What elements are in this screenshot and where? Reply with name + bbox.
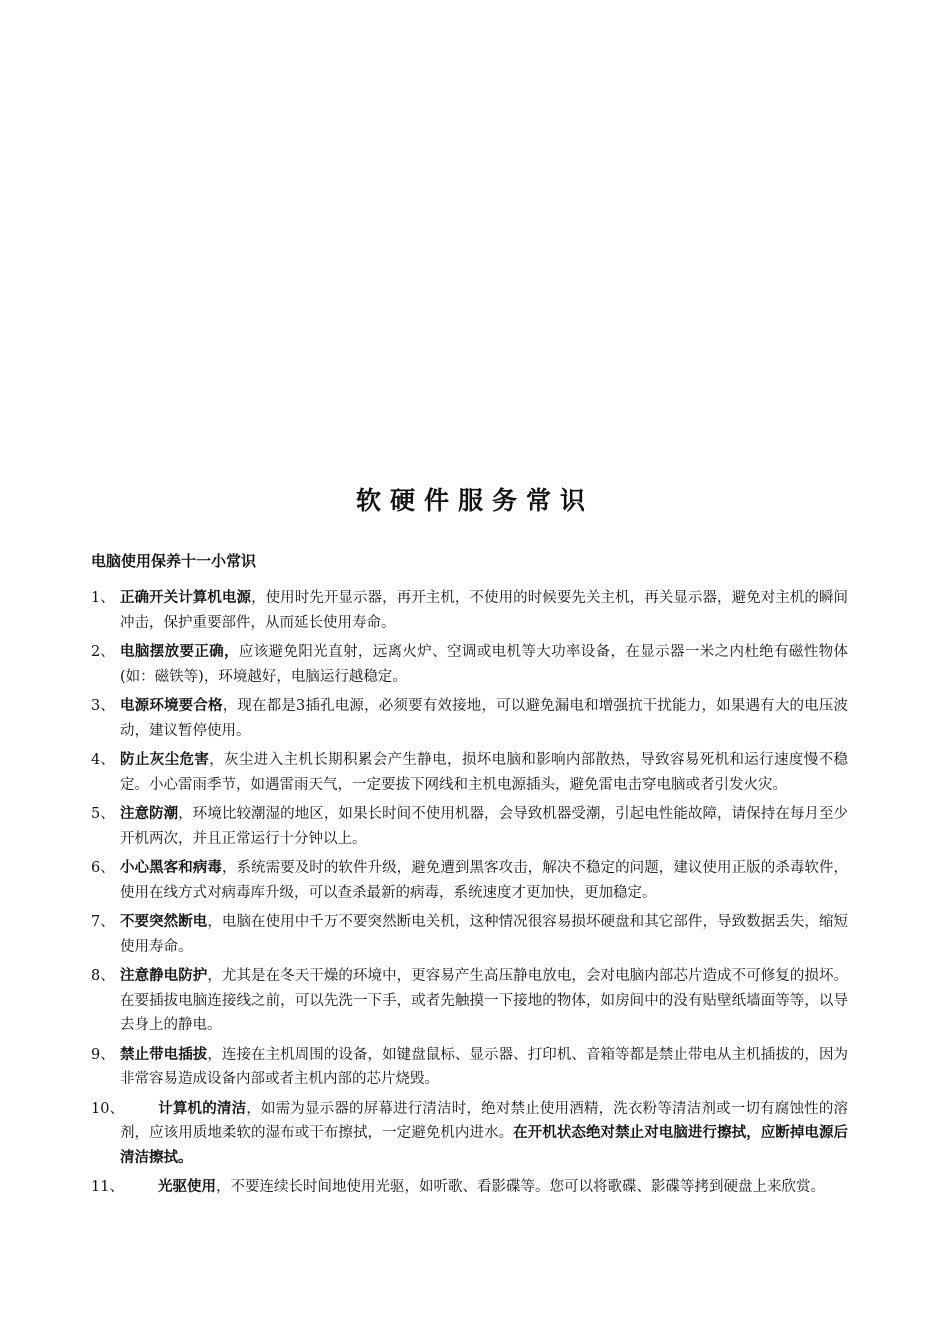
item-body: 应该避免阳光直射，远离火炉、空调或电机等大功率设备，在显示器一米之内杜绝有磁性物体(如：磁铁等)，环境越好，电脑运行越稳定。 <box>120 644 849 685</box>
item-heading: 禁止带电插拔 <box>120 1045 208 1063</box>
list-item <box>91 964 848 1038</box>
item-number: 8、 <box>91 968 115 984</box>
list-item <box>91 1043 848 1092</box>
item-body: ，连接在主机周围的设备，如键盘鼠标、显示器、打印机、音箱等都是禁止带电从主机插拔的，因为非常容易造成设备内部或者主机内部的芯片烧毁。 <box>120 1046 849 1087</box>
item-heading: 计算机的清洁 <box>158 1099 247 1117</box>
item-heading: 电脑摆放要正确， <box>120 643 239 660</box>
item-body: ，如需为显示器的屏幕进行清洁时，绝对禁止使用酒精，洗衣粉等清洁剂或一切有腐蚀性的溶剂，应该用质地柔软的湿布或干布擦拭，一定避免机内进水。 <box>120 1100 848 1141</box>
item-heading: 注意静电防护 <box>120 967 208 984</box>
tips-list <box>91 586 848 1205</box>
item-number: 11、 <box>91 1179 124 1195</box>
list-item <box>91 694 848 743</box>
item-body: ，使用时先开显示器，再开主机，不使用的时候要先关主机，再关显示器，避免对主机的瞬间冲击，保护重要部件，从而延长使用寿命。 <box>120 590 849 631</box>
item-number: 6、 <box>91 860 115 876</box>
list-item <box>91 1175 848 1200</box>
item-heading: 不要突然断电 <box>120 913 208 930</box>
item-body: ，尤其是在冬天干燥的环境中，更容易产生高压静电放电，会对电脑内部芯片造成不可修复的损坏。在要插拔电脑连接线之前，可以先洗一下手，或者先触摸一下接地的物体，如房间中的没有贴壁纸墙面等等，以导去身上的静电。 <box>120 968 849 1033</box>
item-body: ，灰尘进入主机长期积累会产生静电，损坏电脑和影响内部散热，导致容易死机和运行速度慢不稳定。小心雷雨季节，如遇雷雨天气，一定要拔下网线和主机电源插头，避免雷电击穿电脑或者引发火灾。 <box>120 752 848 793</box>
item-heading: 光驱使用 <box>158 1178 216 1195</box>
list-item <box>91 748 848 797</box>
item-number: 5、 <box>91 806 115 822</box>
page-title: 软硬件服务常识 <box>355 486 594 515</box>
item-warning: 在开机状态绝对禁止对电脑进行擦拭，应断掉电源后清洁擦拭。 <box>120 1124 849 1166</box>
item-number: 10、 <box>91 1100 124 1117</box>
item-heading: 小心黑客和病毒 <box>120 859 222 876</box>
item-number: 9、 <box>91 1046 115 1063</box>
section-heading: 电脑使用保养十一小常识 <box>91 552 257 570</box>
item-heading: 注意防潮 <box>120 805 179 822</box>
list-item <box>91 910 848 959</box>
list-item <box>91 1097 848 1171</box>
list-item <box>91 640 848 689</box>
list-item <box>91 802 848 851</box>
item-body: ，环境比较潮湿的地区，如果长时间不使用机器，会导致机器受潮，引起电性能故障，请保持在每月至少开机两次，并且正常运行十分钟以上。 <box>120 806 849 847</box>
item-body: ，电脑在使用中千万不要突然断电关机，这种情况很容易损坏硬盘和其它部件，导致数据丢失，缩短使用寿命。 <box>120 914 849 955</box>
list-item <box>91 586 848 635</box>
item-heading: 防止灰尘危害 <box>120 751 210 768</box>
item-heading: 正确开关计算机电源 <box>120 589 252 606</box>
item-number: 2、 <box>91 644 115 660</box>
item-number: 1、 <box>91 590 115 606</box>
item-heading: 电源环境要合格 <box>120 697 223 714</box>
item-body: ，现在都是3插孔电源，必须要有效接地，可以避免漏电和增强抗干扰能力，如果遇有大的电压波动，建议暂停使用。 <box>120 698 848 739</box>
list-item <box>91 856 848 905</box>
item-body: ，系统需要及时的软件升级，避免遭到黑客攻击，解决不稳定的问题，建议使用正版的杀毒软件，使用在线方式对病毒库升级，可以查杀最新的病毒，系统速度才更加快，更加稳定。 <box>120 860 849 901</box>
item-number: 7、 <box>91 914 115 930</box>
item-body: ，不要连续长时间地使用光驱，如听歌、看影碟等。您可以将歌碟、影碟等拷到硬盘上来欣赏。 <box>216 1179 825 1195</box>
item-number: 3、 <box>91 698 115 714</box>
item-number: 4、 <box>91 752 115 768</box>
